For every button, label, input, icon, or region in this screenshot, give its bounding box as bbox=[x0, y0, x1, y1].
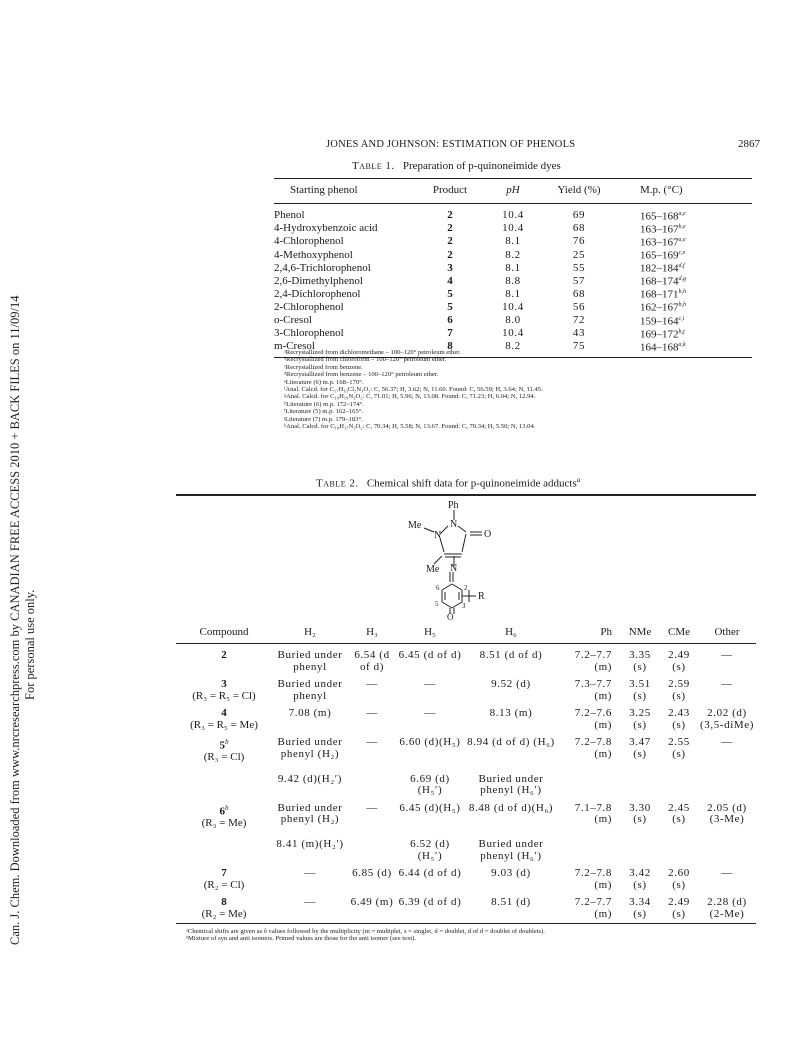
table2-col-compound: Compound bbox=[176, 622, 272, 644]
cell-h3: 6.54 (d of d) bbox=[354, 649, 390, 673]
cell-h6: 8.51 (d of d) bbox=[479, 649, 543, 661]
mp-value: 165–169 bbox=[640, 249, 679, 262]
cell-nme: 3.25 (s) bbox=[629, 707, 651, 731]
struct-label-n2: N bbox=[434, 530, 442, 541]
struct-label-o1: O bbox=[484, 529, 492, 540]
table2-label: Table 2. bbox=[316, 477, 359, 490]
table2-row bbox=[176, 862, 756, 891]
cell-h5-anti: 6.52 (d)(H₅′) bbox=[410, 838, 450, 862]
cell-mp bbox=[612, 314, 752, 327]
cell-h5: 6.45 (d of d) bbox=[398, 649, 462, 661]
cell-other: 2.02 (d)(3,5-diMe) bbox=[700, 707, 754, 731]
cell-phenol: 4-Methoxyphenol bbox=[274, 248, 353, 261]
cell-h2: 7.08 (m) bbox=[288, 707, 332, 719]
cell-yield: 43 bbox=[572, 326, 586, 339]
cell-phenol: 2,4-Dichlorophenol bbox=[274, 287, 361, 300]
cell-yield: 68 bbox=[572, 287, 586, 300]
table1-footnote: ᵃRecrystallized from dichloromethane – 100–120° petroleum ether. bbox=[284, 349, 461, 356]
cell-mp bbox=[612, 235, 752, 248]
mp-notes: a,k bbox=[678, 341, 686, 348]
table2-row bbox=[176, 797, 756, 830]
table2-anti-row bbox=[176, 764, 756, 797]
cell-ph: 8.1 bbox=[505, 235, 521, 248]
cell-h5: 6.44 (d of d) bbox=[398, 867, 462, 880]
cell-product: 3 bbox=[447, 261, 453, 274]
cell-h3: 6.85 (d) bbox=[352, 867, 392, 880]
table1-footnote: ᵍAnal. Calcd. for C₁₉H₁₉N₃O₂: C, 71.01; H, 5.96; N, 13.08. Found: C, 71.23; H, 6.04; N, 12.94. bbox=[284, 393, 536, 401]
table1 bbox=[274, 178, 752, 358]
mp-value: 168–174 bbox=[640, 275, 679, 288]
cell-yield: 76 bbox=[572, 235, 586, 248]
quinoneimide-structure bbox=[390, 498, 520, 620]
cell-product: 6 bbox=[447, 313, 453, 326]
running-title: JONES AND JOHNSON: ESTIMATION OF PHENOLS bbox=[326, 139, 576, 150]
table1-footnote: ⁱLiterature (5) m.p. 162–165°. bbox=[284, 408, 364, 416]
cell-ph: 10.4 bbox=[502, 222, 524, 235]
struct-label-ph: Ph bbox=[448, 500, 459, 511]
cell-ph: 7.1–7.8 (m) bbox=[574, 801, 612, 826]
cell-h5: — bbox=[424, 678, 436, 690]
cell-phenol: 4-Chlorophenol bbox=[274, 235, 344, 248]
cell-yield: 75 bbox=[546, 340, 612, 358]
mp-value: 162–167 bbox=[640, 302, 679, 315]
cell-phenol: 3-Chlorophenol bbox=[274, 326, 344, 339]
mp-notes: a,e bbox=[678, 237, 686, 244]
cell-compound bbox=[176, 731, 272, 764]
table2-col-h3: H₃ bbox=[348, 622, 396, 644]
table2-top-rule bbox=[176, 494, 756, 496]
mp-value: 163–167 bbox=[640, 236, 679, 249]
table2-footnotes bbox=[176, 928, 756, 943]
cell-mp bbox=[612, 274, 752, 287]
cell-ph: 8.1 bbox=[505, 287, 521, 300]
compound-number: 2 bbox=[221, 649, 227, 661]
compound-note: b bbox=[225, 738, 229, 746]
cell-ph: 8.1 bbox=[505, 261, 521, 274]
table2-anti-row bbox=[176, 829, 756, 862]
cell-nme: 3.47 (s) bbox=[629, 736, 651, 760]
cell-compound bbox=[176, 891, 272, 924]
cell-ph: 7.2–7.7 (m) bbox=[574, 649, 612, 673]
cell-h2-anti: 9.42 (d)(H₂′) bbox=[277, 772, 343, 785]
cell-yield: 57 bbox=[572, 274, 586, 287]
table1-row bbox=[274, 327, 752, 340]
struct-label-pos6: 6 bbox=[436, 584, 440, 592]
cell-mp bbox=[612, 327, 752, 340]
table1-label: Table 1. bbox=[352, 160, 395, 172]
cell-product: 4 bbox=[447, 274, 453, 287]
cell-h6-anti: Buried under phenyl (H₆′) bbox=[478, 838, 544, 862]
cell-compound bbox=[176, 797, 272, 830]
cell-other: — bbox=[721, 736, 733, 748]
cell-h2: Buried under phenyl (H₂) bbox=[277, 801, 343, 826]
cell-h5: — bbox=[424, 707, 436, 719]
compound-substituent: (R₃ = R₅ = Me) bbox=[190, 718, 258, 731]
table1-footnote: ᶠAnal. Calcd. for C₁₇H₁₃Cl₂N₃O₂: C, 56.37; H, 3.62; N, 11.60. Found: C, 56.59; H, 3.64; N, 11.45. bbox=[284, 386, 543, 394]
table1-row bbox=[274, 235, 752, 248]
mp-notes: c,e bbox=[678, 250, 686, 257]
compound-number: 7 bbox=[221, 867, 227, 880]
struct-label-r: R bbox=[478, 591, 485, 602]
cell-h5: 6.39 (d of d) bbox=[396, 891, 464, 924]
mp-notes: b,j bbox=[678, 328, 685, 335]
cell-mp bbox=[612, 204, 752, 223]
compound-substituent: (R₃ = Cl) bbox=[203, 751, 245, 764]
cell-phenol: m-Cresol bbox=[274, 340, 420, 358]
cell-product: 2 bbox=[447, 248, 453, 261]
cell-yield: 68 bbox=[572, 222, 586, 235]
cell-ph: 7.2–7.8 (m) bbox=[574, 736, 612, 760]
cell-phenol: 4-Hydroxybenzoic acid bbox=[274, 222, 378, 235]
compound-number: 5 bbox=[219, 739, 225, 752]
table1-caption-text: Preparation of p-quinoneimide dyes bbox=[402, 160, 561, 172]
cell-h2-anti: 8.41 (m)(H₂′) bbox=[276, 838, 344, 851]
table1-col-yield: Yield (%) bbox=[546, 179, 612, 204]
table1-col-product: Product bbox=[420, 179, 480, 204]
cell-h2: Buried under phenyl bbox=[277, 678, 343, 702]
table1-col-phenol: Starting phenol bbox=[274, 179, 420, 204]
cell-product: 5 bbox=[447, 287, 453, 300]
table1-footnote: ᵈRecrystallized from benzene – 100–120° petroleum ether. bbox=[284, 371, 439, 379]
compound-substituent: (R₂ = Me) bbox=[201, 907, 247, 920]
mp-value: 169–172 bbox=[640, 328, 679, 341]
table1-footnote: ᵉLiterature (6) m.p. 168–170°. bbox=[284, 378, 364, 386]
cell-h2: — bbox=[272, 891, 348, 924]
mp-value: 165–168 bbox=[640, 210, 679, 223]
cell-cme: 2.43 (s) bbox=[668, 707, 690, 731]
cell-ph: 7.2–7.8 (m) bbox=[574, 867, 612, 891]
cell-product: 2 bbox=[447, 222, 453, 235]
cell-phenol: Phenol bbox=[274, 209, 305, 222]
cell-phenol: 2,6-Dimethylphenol bbox=[274, 274, 363, 287]
table1-row bbox=[274, 300, 752, 313]
mp-value: 164–168 bbox=[640, 341, 679, 354]
table1-row bbox=[274, 248, 752, 261]
cell-h2: — bbox=[304, 867, 316, 880]
cell-ph: 8.0 bbox=[505, 313, 521, 326]
table2-caption bbox=[316, 476, 580, 490]
cell-compound bbox=[176, 673, 272, 702]
cell-cme: 2.49 (s) bbox=[668, 649, 690, 673]
table1-row bbox=[274, 287, 752, 300]
table2-col-cme: CMe bbox=[660, 622, 698, 644]
cell-h3: — bbox=[366, 736, 378, 748]
cell-h5-anti: 6.69 (d)(H₅′) bbox=[410, 772, 450, 797]
table1-footnote: ʰLiterature (6) m.p. 172–174°. bbox=[284, 400, 364, 408]
cell-h6: 8.48 (d of d)(H₆) bbox=[468, 801, 554, 814]
table1-footnote: ᵏAnal. Calcd. for C₁₈H₁₇N₃O₂: C, 70.34; H, 5.58; N, 13.67. Found: C, 70.34; H, 5.50; N, 13.04. bbox=[284, 423, 536, 431]
cell-compound bbox=[176, 702, 272, 731]
compound-number: 8 bbox=[221, 896, 227, 909]
cell-nme: 3.30 (s) bbox=[629, 801, 651, 826]
cell-h6-anti: Buried under phenyl (H₆′) bbox=[478, 772, 544, 797]
cell-ph: 7.3–7.7 (m) bbox=[574, 678, 612, 702]
cell-product: 5 bbox=[447, 300, 453, 313]
struct-label-me2: Me bbox=[426, 564, 440, 575]
cell-yield: 55 bbox=[572, 261, 586, 274]
table1-footnote: ᵇRecrystallized from chloroform – 100–120° petroleum ether. bbox=[284, 356, 447, 364]
struct-label-pos2: 2 bbox=[464, 584, 468, 592]
cell-mp bbox=[612, 248, 752, 261]
cell-h6: 8.13 (m) bbox=[489, 707, 533, 719]
cell-h6: 9.52 (d) bbox=[491, 678, 531, 690]
table2-col-other: Other bbox=[698, 622, 756, 644]
cell-ph: 10.4 bbox=[502, 300, 524, 313]
cell-nme: 3.35 (s) bbox=[629, 649, 651, 673]
mp-value: 182–184 bbox=[640, 262, 679, 275]
cell-h6: 8.51 (d) bbox=[464, 891, 558, 924]
table2-row bbox=[176, 891, 756, 924]
cell-nme: 3.34 (s) bbox=[620, 891, 660, 924]
cell-cme: 2.45 (s) bbox=[668, 801, 690, 826]
cell-other: — bbox=[721, 867, 733, 880]
table1-row bbox=[274, 204, 752, 223]
cell-ph: 8.2 bbox=[505, 248, 521, 261]
cell-nme: 3.51 (s) bbox=[629, 678, 651, 702]
cell-cme: 2.59 (s) bbox=[668, 678, 690, 702]
cell-other: 2.05 (d)(3-Me) bbox=[707, 801, 747, 826]
cell-yield: 69 bbox=[572, 209, 586, 222]
struct-label-me1: Me bbox=[408, 520, 422, 531]
table1-row bbox=[274, 261, 752, 274]
table2-footnote: ᵇMixture of syn and anti isomers. Primed values are those for the anti isomer (see text). bbox=[186, 935, 417, 943]
cell-phenol: 2-Chlorophenol bbox=[274, 300, 344, 313]
mp-value: 163–167 bbox=[640, 223, 679, 236]
cell-ph: 7.2–7.6 (m) bbox=[574, 707, 612, 731]
cell-ph: 10.4 bbox=[502, 326, 524, 339]
cell-ph: 10.4 bbox=[502, 209, 524, 222]
cell-product: 2 bbox=[447, 209, 453, 222]
compound-number: 3 bbox=[221, 678, 227, 690]
table2-col-h6: H₆ bbox=[464, 622, 558, 644]
cell-product: 2 bbox=[447, 235, 453, 248]
mp-value: 159–164 bbox=[640, 315, 679, 328]
cell-h3: — bbox=[366, 707, 378, 719]
struct-label-n1: N bbox=[450, 519, 458, 530]
cell-h6: 8.94 (d of d) (H₆) bbox=[467, 736, 555, 748]
mp-notes: d,f bbox=[678, 263, 685, 270]
table2-row bbox=[176, 644, 756, 674]
mp-value: 168–171 bbox=[640, 289, 679, 302]
table2-row bbox=[176, 673, 756, 702]
cell-h2: Buried under phenyl (H₂) bbox=[277, 736, 343, 760]
cell-compound bbox=[176, 644, 272, 674]
table2-footnote: ᵃChemical shifts are given as δ values followed by the multiplicity (m = multiplet, s = singlet, d = doublet, d of d = doublet of doublets). bbox=[186, 928, 545, 935]
table2-row bbox=[176, 702, 756, 731]
table2-col-nme: NMe bbox=[620, 622, 660, 644]
table2-col-h2: H₂ bbox=[272, 622, 348, 644]
struct-label-n3: N bbox=[450, 563, 458, 574]
cell-cme: 2.55 (s) bbox=[668, 736, 690, 760]
table2-caption-text: Chemical shift data for p-quinoneimide adducts bbox=[366, 477, 577, 490]
cell-mp bbox=[612, 261, 752, 274]
table2 bbox=[176, 622, 756, 924]
cell-other: — bbox=[721, 649, 733, 661]
download-watermark bbox=[2, 145, 42, 945]
cell-phenol: o-Cresol bbox=[274, 313, 312, 326]
table1-col-mp: M.p. (°C) bbox=[612, 179, 752, 204]
cell-ph: 8.8 bbox=[505, 274, 521, 287]
watermark-line-1: Can. J. Chem. Downloaded from www.nrcresearchpress.com by CANADIAN FREE ACCESS 2010 + BACK FILES on 11/09/14 bbox=[8, 295, 22, 945]
watermark-line-2: For personal use only. bbox=[23, 589, 37, 700]
table2-col-h5: H₅ bbox=[396, 622, 464, 644]
table2-col-ph: Ph bbox=[558, 622, 620, 644]
cell-product: 8 bbox=[420, 340, 480, 358]
cell-h5: 6.45 (d)(H₅) bbox=[399, 801, 461, 814]
cell-compound bbox=[176, 862, 272, 891]
page-number: 2867 bbox=[738, 138, 760, 150]
cell-mp bbox=[612, 287, 752, 300]
cell-other: 2.28 (d)(2-Me) bbox=[698, 891, 756, 924]
cell-mp bbox=[612, 222, 752, 235]
mp-notes: b,e bbox=[678, 224, 686, 231]
table1-row bbox=[274, 222, 752, 235]
table1-caption bbox=[352, 160, 561, 172]
table1-row bbox=[274, 274, 752, 287]
table1-row bbox=[274, 314, 752, 327]
mp-notes: b,h bbox=[678, 302, 686, 309]
cell-cme: 2.60 (s) bbox=[668, 867, 690, 891]
compound-number: 4 bbox=[221, 707, 227, 719]
cell-yield: 56 bbox=[572, 300, 586, 313]
compound-substituent: (R₃ = R₅ = Cl) bbox=[192, 689, 256, 702]
table1-header-row bbox=[274, 179, 752, 204]
mp-notes: c,i bbox=[678, 315, 685, 322]
cell-yield: 25 bbox=[572, 248, 586, 261]
table1-footnote: ᶜRecrystallized from benzene. bbox=[284, 363, 363, 371]
cell-h3: — bbox=[366, 801, 378, 814]
compound-substituent: (R₃ = Me) bbox=[201, 816, 247, 829]
cell-h5: 6.60 (d)(H₅) bbox=[399, 736, 461, 748]
struct-label-o2: O bbox=[447, 612, 454, 620]
mp-notes: d,g bbox=[678, 276, 686, 283]
cell-h6: 9.03 (d) bbox=[491, 867, 531, 880]
cell-ph: 7.2–7.7 (m) bbox=[558, 891, 620, 924]
table2-header-row bbox=[176, 622, 756, 644]
compound-number: 6 bbox=[219, 805, 225, 818]
table1-col-ph: pH bbox=[480, 179, 546, 204]
table1-footnotes bbox=[274, 349, 752, 430]
cell-cme: 2.49 (s) bbox=[660, 891, 698, 924]
cell-h2: Buried under phenyl bbox=[277, 649, 343, 673]
table1-footnote: ʲLiterature (7) m.p. 179–183°. bbox=[284, 415, 363, 423]
cell-other: — bbox=[721, 678, 733, 690]
cell-nme: 3.42 (s) bbox=[629, 867, 651, 891]
struct-label-pos3: 3 bbox=[462, 602, 466, 610]
mp-notes: b,h bbox=[678, 289, 686, 296]
table2-caption-note: a bbox=[576, 476, 581, 484]
table2-row bbox=[176, 731, 756, 764]
cell-h3: — bbox=[366, 678, 378, 690]
cell-product: 7 bbox=[447, 326, 453, 339]
struct-label-pos5: 5 bbox=[435, 600, 439, 608]
compound-substituent: (R₂ = Cl) bbox=[203, 878, 245, 891]
cell-phenol: 2,4,6-Trichlorophenol bbox=[274, 261, 371, 274]
cell-mp bbox=[612, 300, 752, 313]
mp-notes: a,e bbox=[678, 211, 686, 217]
cell-yield: 72 bbox=[572, 313, 586, 326]
compound-note: b bbox=[225, 803, 229, 812]
cell-ph: 8.2 bbox=[480, 340, 546, 358]
cell-h3: 6.49 (m) bbox=[348, 891, 396, 924]
